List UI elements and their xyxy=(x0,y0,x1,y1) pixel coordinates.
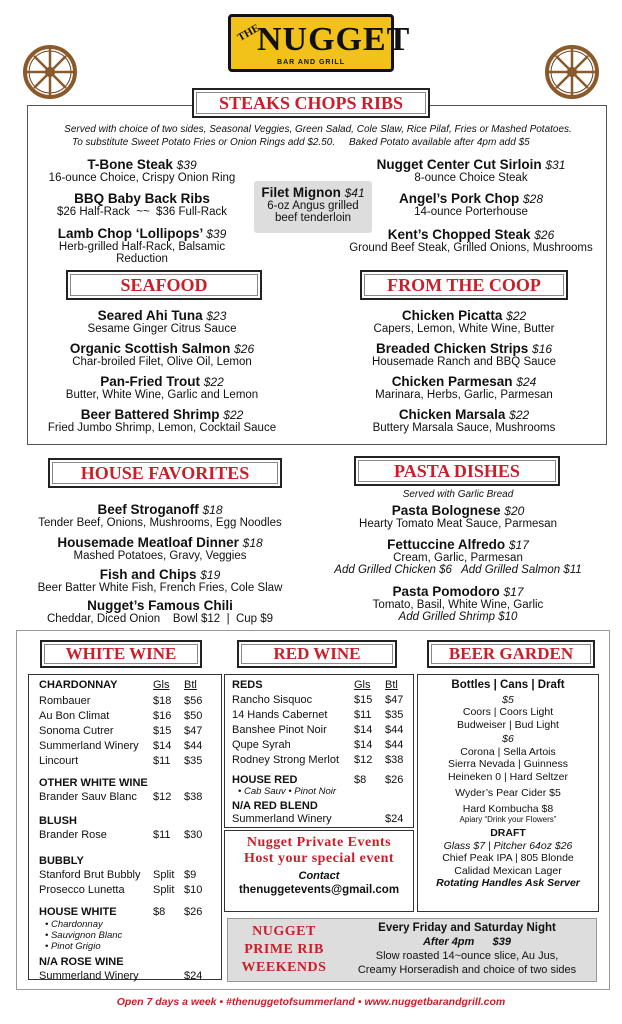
events-email[interactable]: thenuggetevents@gmail.com xyxy=(238,884,400,896)
wine-row xyxy=(232,774,413,800)
wagon-wheel-right-icon xyxy=(544,44,600,100)
item-price: $24 xyxy=(516,375,537,389)
wine-name: Brander Sauv Blanc xyxy=(39,791,137,803)
wine-row xyxy=(39,740,221,755)
item-price: $22 xyxy=(506,309,527,323)
wine-row xyxy=(39,695,221,710)
steaks-left-column xyxy=(32,157,252,265)
pasta-title: PASTA DISHES xyxy=(394,460,520,481)
wagon-wheel-left-icon xyxy=(22,44,78,100)
wine-name: Prosecco Lunetta xyxy=(39,884,125,896)
wine-row xyxy=(39,791,221,815)
menu-item xyxy=(20,598,300,625)
item-name: Pasta Bolognese xyxy=(391,503,501,518)
item-price: $26 xyxy=(534,228,555,242)
coop-title-banner xyxy=(360,270,568,300)
prime-when: Every Friday and Saturday Night xyxy=(378,922,556,934)
wine-btl: $38 xyxy=(385,754,404,766)
item-name: Kent’s Chopped Steak xyxy=(387,227,531,242)
seafood-list xyxy=(32,308,292,434)
wine-btl: $9 xyxy=(184,869,197,881)
wine-row xyxy=(39,829,221,855)
menu-item xyxy=(332,308,596,341)
draft-line: Calidad Mexican Lager xyxy=(454,864,562,877)
steaks-right-column xyxy=(346,157,596,254)
item-desc: Capers, Lemon, White Wine, Butter xyxy=(373,323,555,335)
rotating-handles: Rotating Handles Ask Server xyxy=(436,877,580,889)
steaks-title: STEAKS CHOPS RIBS xyxy=(218,92,404,113)
item-name: Fish and Chips xyxy=(99,567,197,582)
wine-gls: $14 xyxy=(354,724,373,736)
wine-gls: $14 xyxy=(153,740,172,752)
gls-header: Gls xyxy=(153,679,170,691)
item-desc: Fried Jumbo Shrimp, Lemon, Cocktail Sauce xyxy=(47,422,277,434)
wine-gls: $11 xyxy=(354,709,372,721)
menu-item xyxy=(346,157,596,191)
events-line-2: Host your special event xyxy=(243,851,395,866)
wine-btl: $47 xyxy=(385,694,404,706)
item-price: $16 xyxy=(532,342,553,356)
menu-item xyxy=(32,341,292,374)
wine-row xyxy=(39,869,221,884)
menu-item xyxy=(332,341,596,374)
item-name: Seared Ahi Tuna xyxy=(97,308,203,323)
menu-item xyxy=(32,407,292,434)
prime-title-line: PRIME RIB xyxy=(244,942,324,957)
white-wine-list xyxy=(28,674,222,980)
btl-header: Btl xyxy=(184,679,197,691)
varietal: • Pinot Grigio xyxy=(45,941,101,952)
item-desc: Butter, White Wine, Garlic and Lemon xyxy=(65,389,259,401)
item-desc: 16-ounce Choice, Crispy Onion Ring xyxy=(48,172,236,184)
steaks-note-1: Served with choice of two sides, Seasonal Veggies, Green Salad, Cole Slaw, Rice Pilaf, Fries or Mashed Potatoes. xyxy=(64,124,572,135)
wine-name: Qupe Syrah xyxy=(232,739,291,751)
varietal: • Cab Sauv • Pinot Noir xyxy=(238,786,337,797)
wine-gls: $11 xyxy=(153,829,171,841)
item-price: $17 xyxy=(503,585,524,599)
item-desc: Housemade Ranch and BBQ Sauce xyxy=(371,356,557,368)
wine-row xyxy=(232,754,413,774)
beer-title: BEER GARDEN xyxy=(448,644,574,663)
item-name: T-Bone Steak xyxy=(87,157,173,172)
wine-category: REDS xyxy=(232,679,263,691)
wine-btl: $35 xyxy=(184,755,203,767)
wine-gls: $8 xyxy=(153,906,166,918)
wine-btl: $44 xyxy=(385,724,404,736)
draft-prices: Glass $7 | Pitcher 64oz $26 xyxy=(443,839,573,852)
wine-name: 14 Hands Cabernet xyxy=(232,709,328,721)
menu-item xyxy=(20,567,300,598)
beer-line: Sierra Nevada | Guinness xyxy=(447,758,569,770)
wine-name: Summerland Winery xyxy=(232,813,332,825)
beer-line: Budweiser | Bud Light xyxy=(457,718,559,731)
wine-name: Au Bon Climat xyxy=(39,710,110,722)
varietal: • Sauvignon Blanc xyxy=(45,930,123,941)
wine-name: Rombauer xyxy=(39,695,91,707)
item-price: $18 xyxy=(202,503,223,517)
item-desc: Ground Beef Steak, Grilled Onions, Mushrooms xyxy=(349,242,593,254)
item-price: $22 xyxy=(223,408,244,422)
menu-item xyxy=(320,537,596,584)
beer-heading: Bottles | Cans | Draft xyxy=(451,679,565,691)
menu-item xyxy=(346,227,596,254)
cider-line: Wyder’s Pear Cider $5 xyxy=(455,787,561,799)
menu-item xyxy=(32,223,252,265)
menu-item xyxy=(332,374,596,407)
item-name: BBQ Baby Back Ribs xyxy=(74,191,210,206)
wine-btl: $24 xyxy=(385,813,404,825)
wine-category: HOUSE RED xyxy=(232,774,298,786)
menu-item xyxy=(32,308,292,341)
pasta-note: Served with Garlic Bread xyxy=(402,489,514,500)
item-add-on: Add Grilled Chicken $6 Add Grilled Salmon $11 xyxy=(334,564,582,576)
favorites-title: HOUSE FAVORITES xyxy=(80,462,250,483)
beer-title-banner xyxy=(427,640,595,668)
item-name: Fettuccine Alfredo xyxy=(387,537,506,552)
footer-line: Open 7 days a week • #thenuggetofsummerland • www.nuggetbarandgrill.com xyxy=(116,996,506,1008)
wine-name: Banshee Pinot Noir xyxy=(232,724,327,736)
logo-the: THE xyxy=(235,21,262,45)
prime-after: After 4pm $39 xyxy=(422,936,512,948)
item-desc: 14-ounce Porterhouse xyxy=(414,206,528,218)
menu-item xyxy=(20,535,300,567)
favorites-list xyxy=(20,502,300,625)
item-name: Chicken Parmesan xyxy=(391,374,513,389)
wine-btl: $44 xyxy=(184,740,203,752)
item-name: Organic Scottish Salmon xyxy=(69,341,231,356)
wine-btl: $26 xyxy=(385,774,404,786)
wine-name: Stanford Brut Bubbly xyxy=(39,869,141,881)
wine-btl: $50 xyxy=(184,710,203,722)
gls-header: Gls xyxy=(354,679,371,691)
item-name: Angel’s Pork Chop xyxy=(398,191,520,206)
btl-header: Btl xyxy=(385,679,398,691)
item-desc: Beer Batter White Fish, French Fries, Cole Slaw xyxy=(37,582,283,594)
item-desc: Sesame Ginger Citrus Sauce xyxy=(87,323,237,335)
varietal-list xyxy=(39,919,221,952)
item-desc: Char-broiled Filet, Olive Oil, Lemon xyxy=(72,356,252,368)
item-price: $17 xyxy=(508,538,529,552)
item-price: $41 xyxy=(344,186,365,200)
menu-item xyxy=(320,584,596,623)
item-desc: Tomato, Basil, White Wine, Garlic xyxy=(372,599,544,611)
beer-price-tier: $5 xyxy=(502,693,514,706)
item-price: $22 xyxy=(509,408,530,422)
wine-row xyxy=(39,710,221,725)
item-name: Lamb Chop ‘Lollipops’ xyxy=(57,226,203,241)
item-desc: 6-oz Angus grilled xyxy=(267,200,359,212)
item-desc: Hearty Tomato Meat Sauce, Parmesan xyxy=(359,518,557,530)
item-desc: $26 Half-Rack ~~ $36 Full-Rack xyxy=(56,206,228,218)
item-add-on: Add Grilled Shrimp $10 xyxy=(398,611,518,623)
wine-category: HOUSE WHITE xyxy=(39,906,117,918)
wine-header xyxy=(39,679,221,695)
item-name: Chicken Marsala xyxy=(398,407,506,422)
prime-rib-weekends-box xyxy=(227,918,597,982)
prime-desc: Slow roasted 14~ounce slice, Au Jus, xyxy=(375,950,559,962)
wine-name: Lincourt xyxy=(39,755,79,767)
item-price: $26 xyxy=(234,342,255,356)
item-desc: Tender Beef, Onions, Mushrooms, Egg Noodles xyxy=(38,517,282,529)
wine-name: Sonoma Cutrer xyxy=(39,725,114,737)
white-wine-title: WHITE WINE xyxy=(65,644,177,663)
menu-item xyxy=(32,374,292,407)
item-name: Filet Mignon xyxy=(261,185,341,200)
wine-row xyxy=(39,884,221,906)
logo-subtitle: BAR AND GRILL xyxy=(277,59,345,66)
item-price: $18 xyxy=(242,536,263,550)
item-price: $19 xyxy=(200,568,221,582)
prime-title-line: WEEKENDS xyxy=(241,960,327,975)
menu-item xyxy=(346,191,596,227)
pasta-title-banner xyxy=(354,456,560,486)
wine-gls: $12 xyxy=(354,754,373,766)
wine-category: N/A RED BLEND xyxy=(232,800,318,812)
item-desc: Cheddar, Diced Onion Bowl $12 | Cup $9 xyxy=(46,613,274,625)
kombucha-line: Hard Kombucha $8 xyxy=(462,802,554,815)
item-desc: Buttery Marsala Sauce, Mushrooms xyxy=(372,422,556,434)
wine-btl: $26 xyxy=(184,906,203,918)
logo-name: NUGGET xyxy=(257,21,411,58)
wine-btl: $47 xyxy=(184,725,203,737)
menu-item xyxy=(332,407,596,434)
item-name: Nugget Center Cut Sirloin xyxy=(376,157,542,172)
wine-name: Rodney Strong Merlot xyxy=(232,754,339,766)
wine-row xyxy=(232,694,413,709)
item-name: Pasta Pomodoro xyxy=(392,584,500,599)
wine-name: Summerland Winery xyxy=(39,970,139,982)
steaks-title-banner xyxy=(192,88,430,118)
item-price: $39 xyxy=(176,158,197,172)
wine-row xyxy=(39,725,221,740)
beer-line: Corona | Sella Artois xyxy=(460,745,556,758)
wine-gls: $15 xyxy=(354,694,373,706)
pasta-list xyxy=(320,503,596,623)
draft-label: DRAFT xyxy=(490,827,526,839)
wine-btl: $38 xyxy=(184,791,203,803)
wine-gls: $12 xyxy=(153,791,172,803)
wine-category: OTHER WHITE WINE xyxy=(39,777,148,789)
wine-btl: $44 xyxy=(385,739,404,751)
wine-row xyxy=(39,755,221,777)
item-name: Pan-Fried Trout xyxy=(100,374,200,389)
nugget-logo xyxy=(228,14,411,72)
item-price: $22 xyxy=(203,375,224,389)
wine-row xyxy=(232,724,413,739)
wine-header xyxy=(232,679,413,694)
wine-btl: $24 xyxy=(184,970,203,982)
item-price: $39 xyxy=(206,227,227,241)
red-wine-title: RED WINE xyxy=(273,644,361,663)
draft-line: Chief Peak IPA | 805 Blonde xyxy=(442,852,574,864)
wine-category: BLUSH xyxy=(39,815,77,827)
item-price: $28 xyxy=(523,192,544,206)
menu-item xyxy=(20,502,300,535)
seafood-title: SEAFOOD xyxy=(120,274,208,295)
beer-line: Heineken 0 | Hard Seltzer xyxy=(447,770,569,783)
wine-gls: $16 xyxy=(153,710,172,722)
wine-name: Summerland Winery xyxy=(39,740,139,752)
wine-row xyxy=(232,709,413,724)
events-contact-label: Contact xyxy=(298,870,340,882)
item-desc: 8-ounce Choice Steak xyxy=(414,172,528,184)
wine-category: N/A ROSE WINE xyxy=(39,956,124,968)
favorites-title-banner xyxy=(48,458,282,488)
wine-gls: $18 xyxy=(153,695,172,707)
wine-btl: $10 xyxy=(184,884,203,896)
item-name: Beer Battered Shrimp xyxy=(80,407,220,422)
prime-rib-title xyxy=(232,923,336,977)
item-name: Housemade Meatloaf Dinner xyxy=(57,535,239,550)
events-line-1: Nugget Private Events xyxy=(246,835,392,850)
item-desc: Marinara, Herbs, Garlic, Parmesan xyxy=(375,389,553,401)
wine-gls: $11 xyxy=(153,755,171,767)
item-desc: Mashed Potatoes, Gravy, Veggies xyxy=(73,550,247,562)
coop-list xyxy=(332,308,596,434)
wine-category: CHARDONNAY xyxy=(39,679,118,691)
white-wine-title-banner xyxy=(40,640,202,668)
item-price: $23 xyxy=(206,309,227,323)
menu-item xyxy=(32,157,252,187)
wine-gls: $14 xyxy=(354,739,373,751)
wine-btl: $56 xyxy=(184,695,203,707)
wine-gls: $15 xyxy=(153,725,172,737)
steaks-note-2: To substitute Sweet Potato Fries or Onion Rings add $2.50. Baked Potato available after 4pm add $5 xyxy=(72,137,530,148)
wine-btl: $30 xyxy=(184,829,203,841)
wine-gls: $8 xyxy=(354,774,367,786)
menu-item xyxy=(32,187,252,223)
item-name: Beef Stroganoff xyxy=(97,502,199,517)
beer-line: Coors | Coors Light xyxy=(462,706,554,718)
seafood-title-banner xyxy=(66,270,262,300)
wine-row xyxy=(232,813,413,825)
wine-row xyxy=(232,739,413,754)
item-name: Breaded Chicken Strips xyxy=(375,341,529,356)
item-desc: Cream, Garlic, Parmesan xyxy=(393,552,523,564)
item-price: $20 xyxy=(504,504,525,518)
prime-desc: Creamy Horseradish and choice of two sides xyxy=(357,964,577,976)
prime-title-line: NUGGET xyxy=(252,924,316,939)
wine-gls: Split xyxy=(153,884,175,896)
menu-item xyxy=(320,503,596,537)
varietal: • Chardonnay xyxy=(45,919,103,930)
item-desc: beef tenderloin xyxy=(274,212,352,224)
wine-row xyxy=(39,906,221,919)
coop-title: FROM THE COOP xyxy=(387,274,541,295)
kombucha-note: Apiary “Drink your Flowers” xyxy=(459,815,557,824)
wine-row xyxy=(39,970,221,982)
item-desc: Herb-grilled Half-Rack, Balsamic Reduction xyxy=(58,241,226,265)
beer-list xyxy=(417,674,599,912)
item-price: $31 xyxy=(545,158,566,172)
wine-btl: $35 xyxy=(385,709,404,721)
item-name: Chicken Picatta xyxy=(401,308,503,323)
wine-name: Brander Rose xyxy=(39,829,107,841)
item-name: Nugget’s Famous Chili xyxy=(87,598,233,613)
private-events-box xyxy=(224,830,414,912)
red-wine-list xyxy=(224,674,414,828)
red-wine-title-banner xyxy=(237,640,397,668)
wine-gls: Split xyxy=(153,869,175,881)
wine-category: BUBBLY xyxy=(39,855,84,867)
prime-rib-details xyxy=(338,921,596,977)
wine-name: Rancho Sisquoc xyxy=(232,694,313,706)
beer-price-tier: $6 xyxy=(502,733,514,745)
